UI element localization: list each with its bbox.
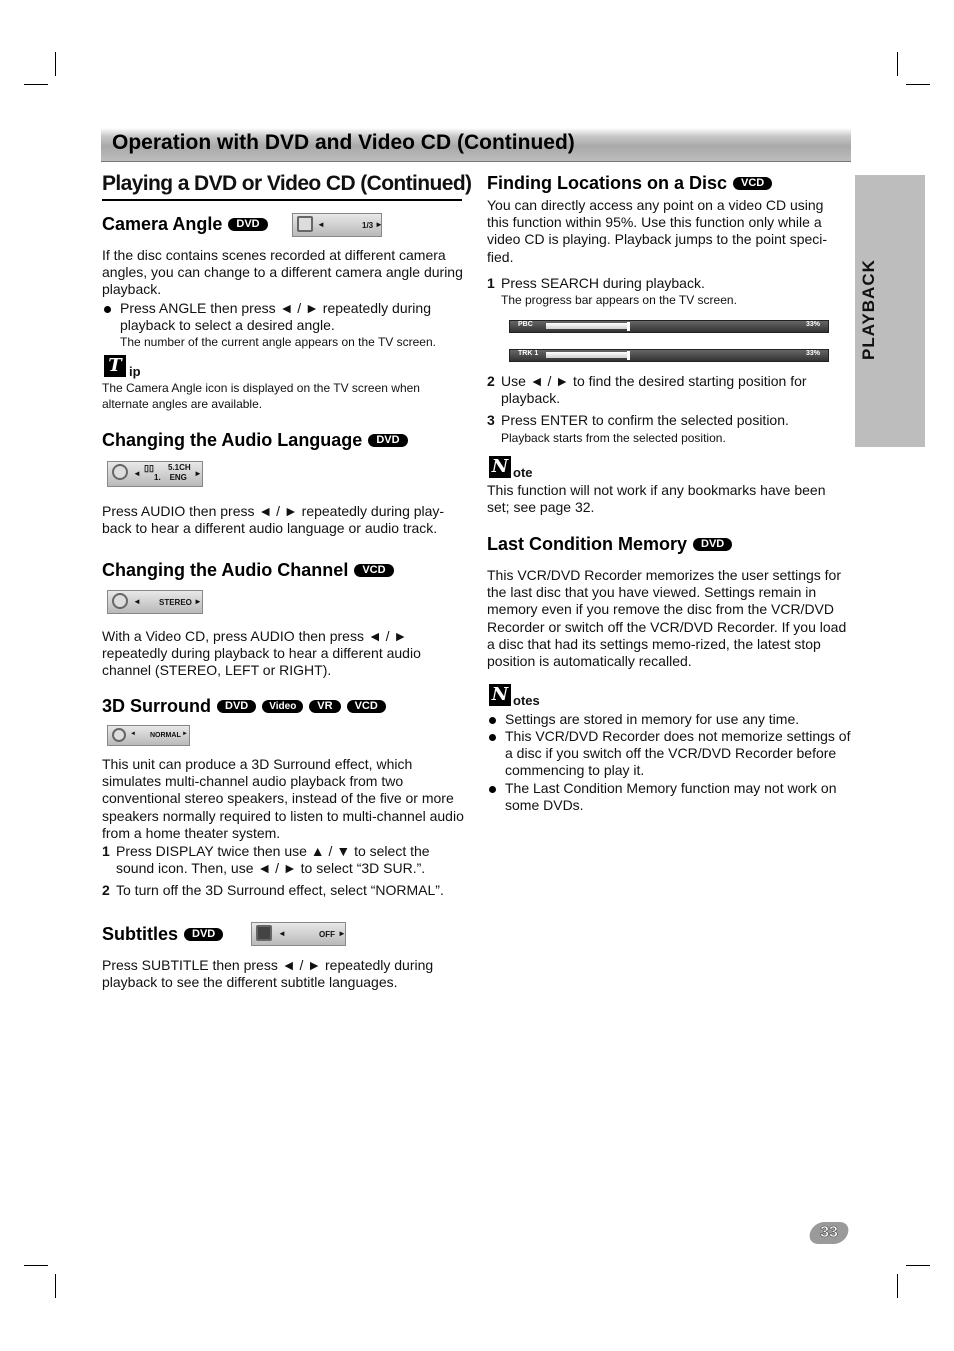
audio-channel-osd-value: STEREO [159, 598, 192, 607]
bullet [489, 786, 496, 793]
progress-bar-knob [627, 322, 630, 331]
finding-heading [487, 173, 772, 194]
left-arrow-icon: ◄ [133, 597, 141, 606]
tip-icon: T [104, 355, 126, 377]
crop-mark [897, 52, 898, 76]
progress-bar-label: TRK 1 [518, 350, 539, 357]
finding-body: You can directly access any point on a video CD using this function within 95%. Use this function only while a video CD is playing. Playback jumps to the point speci-fied. [487, 197, 828, 265]
bullet [104, 306, 111, 313]
step-number: 3 [487, 412, 495, 428]
crop-mark [55, 52, 56, 76]
finding-step1-note: The progress bar appears on the TV screen. [501, 293, 737, 307]
progress-bar-percent: 33% [805, 321, 820, 328]
surround-step1: Press DISPLAY twice then use ▲ / ▼ to select the sound icon. Then, use ◄ / ► to select “3D SUR.”. [116, 843, 430, 877]
dvd-badge: DVD [217, 700, 256, 713]
surround-heading [102, 696, 386, 717]
step-number: 1 [102, 843, 110, 859]
crop-mark [55, 1274, 56, 1298]
right-arrow-icon: ► [194, 469, 202, 478]
camera-angle-bullet: Press ANGLE then press ◄ / ► repeatedly during playback to select a desired angle. [120, 300, 431, 334]
subtitles-heading [102, 924, 223, 945]
note-item: The Last Condition Memory function may not work on some DVDs. [505, 780, 837, 814]
headphones-icon [112, 593, 128, 609]
video-badge: Video [262, 700, 303, 713]
note-label: ote [513, 465, 533, 480]
audio-channel-heading [102, 560, 394, 581]
audio-osd-line2: 1. ENG [154, 473, 187, 482]
audio-language-heading [102, 430, 408, 451]
subtitles-body: Press SUBTITLE then press ◄ / ► repeatedly during playback to see the different subtitle languages. [102, 957, 434, 991]
left-arrow-icon: ◄ [130, 731, 136, 737]
left-arrow-icon: ◄ [133, 469, 141, 478]
bullet [489, 717, 496, 724]
subtitles-osd [251, 922, 346, 946]
note-item: Settings are stored in memory for use any time. [505, 711, 800, 727]
vr-badge: VR [309, 700, 340, 713]
vcd-badge: VCD [733, 177, 772, 190]
camera-angle-bullet-note: The number of the current angle appears on the TV screen. [120, 335, 436, 349]
progress-bar-track [509, 349, 829, 362]
tip-text: The Camera Angle icon is displayed on the TV screen when alternate angles are available. [102, 381, 420, 411]
right-arrow-icon: ► [194, 597, 202, 606]
audio-language-body: Press AUDIO then press ◄ / ► repeatedly during play-back to hear a different audio language or audio track. [102, 503, 445, 537]
crop-mark [24, 1265, 48, 1266]
surround-step2: To turn off the 3D Surround effect, select “NORMAL”. [116, 882, 444, 898]
audio-channel-title: Changing the Audio Channel [102, 560, 349, 580]
headphones-icon [112, 464, 128, 480]
progress-bar-percent: 33% [805, 350, 820, 357]
audio-channel-body: With a Video CD, press AUDIO then press ◄ / ► repeatedly during playback to hear a different audio channel (STEREO, LEFT or RIGHT). [102, 628, 421, 679]
tip-label: ip [129, 364, 141, 379]
side-tab [855, 175, 925, 447]
subtitles-title: Subtitles [102, 924, 179, 944]
step-number: 2 [487, 373, 495, 389]
surround-osd-value: NORMAL [150, 732, 181, 739]
page-number-badge [807, 1222, 851, 1244]
dvd-badge: DVD [693, 538, 732, 551]
progress-bar-fill [546, 323, 627, 329]
audio-channel-osd [107, 590, 203, 614]
progress-bar-fill [546, 352, 627, 358]
left-arrow-icon: ◄ [278, 929, 286, 938]
finding-step1: Press SEARCH during playback. [501, 275, 705, 291]
finding-step3: Press ENTER to confirm the selected position. [501, 412, 789, 428]
audio-language-osd [107, 461, 203, 487]
step-number: 1 [487, 275, 495, 291]
dolby-icon: ▯▯ [144, 463, 154, 473]
surround-osd [107, 725, 190, 746]
notes-label: otes [513, 693, 540, 708]
dvd-badge: DVD [368, 434, 407, 447]
note-icon: N [489, 456, 511, 478]
step-number: 2 [102, 882, 110, 898]
page-number: 33 [820, 1224, 838, 1241]
speaker-icon [112, 728, 126, 742]
last-condition-body: This VCR/DVD Recorder memorizes the user settings for the last disc that you have viewed. Settings remain in memory even if you remove the disc from the VCR/DVD Recorder or switch off the VCR/DVD Recorder. If you load a disc that had its settings memo-rized, the latest stop position is automatically recalled. [487, 567, 847, 670]
surround-title: 3D Surround [102, 696, 212, 716]
last-condition-heading [487, 534, 732, 555]
crop-mark [897, 1274, 898, 1298]
dvd-badge: DVD [228, 218, 267, 231]
subtitle-icon [256, 925, 272, 941]
crop-mark [906, 84, 930, 85]
dvd-badge: DVD [184, 928, 223, 941]
camera-angle-title: Camera Angle [102, 214, 223, 234]
finding-step3-note: Playback starts from the selected position. [501, 431, 726, 445]
angle-osd [292, 213, 382, 237]
camera-angle-heading [102, 214, 268, 235]
page-header [101, 128, 851, 162]
finding-title: Finding Locations on a Disc [487, 173, 728, 193]
right-arrow-icon: ► [338, 929, 346, 938]
right-arrow-icon: ► [182, 731, 188, 737]
camera-icon [297, 216, 313, 232]
camera-angle-body: If the disc contains scenes recorded at different camera angles, you can change to a different camera angle during playback. [102, 247, 463, 298]
subtitles-osd-value: OFF [319, 930, 335, 939]
progress-bar-knob [627, 351, 630, 360]
audio-osd-line1: 5.1CH [168, 463, 191, 472]
angle-osd-value: 1/3 [362, 221, 374, 230]
side-tab-label: PLAYBACK [859, 259, 878, 360]
surround-body: This unit can produce a 3D Surround effect, which simulates multi-channel audio playback from two conventional stereo speakers, instead of the five or more speakers normally required to listen to multi-channel audio from a home theater system. [102, 756, 464, 841]
note-item: This VCR/DVD Recorder does not memorize settings of a disc if you switch off the VCR/DVD Recorder before commencing to play it. [505, 728, 851, 779]
title-underline [102, 199, 462, 201]
progress-bar-label: PBC [518, 321, 533, 328]
vcd-badge: VCD [354, 564, 393, 577]
note-text: This function will not work if any bookmarks have been set; see page 32. [487, 482, 826, 516]
bullet [489, 734, 496, 741]
notes-icon: N [489, 684, 511, 706]
crop-mark [24, 84, 48, 85]
finding-step2: Use ◄ / ► to find the desired starting position for playback. [501, 373, 807, 407]
last-condition-title: Last Condition Memory [487, 534, 688, 554]
section-main-title: Playing a DVD or Video CD (Continued) [102, 172, 472, 195]
vcd-badge: VCD [347, 700, 386, 713]
crop-mark [906, 1265, 930, 1266]
progress-bar-pbc [509, 320, 829, 333]
right-arrow-icon: ► [375, 220, 383, 229]
page-header-title: Operation with DVD and Video CD (Continued) [112, 131, 575, 154]
left-arrow-icon: ◄ [317, 220, 325, 229]
audio-language-title: Changing the Audio Language [102, 430, 363, 450]
